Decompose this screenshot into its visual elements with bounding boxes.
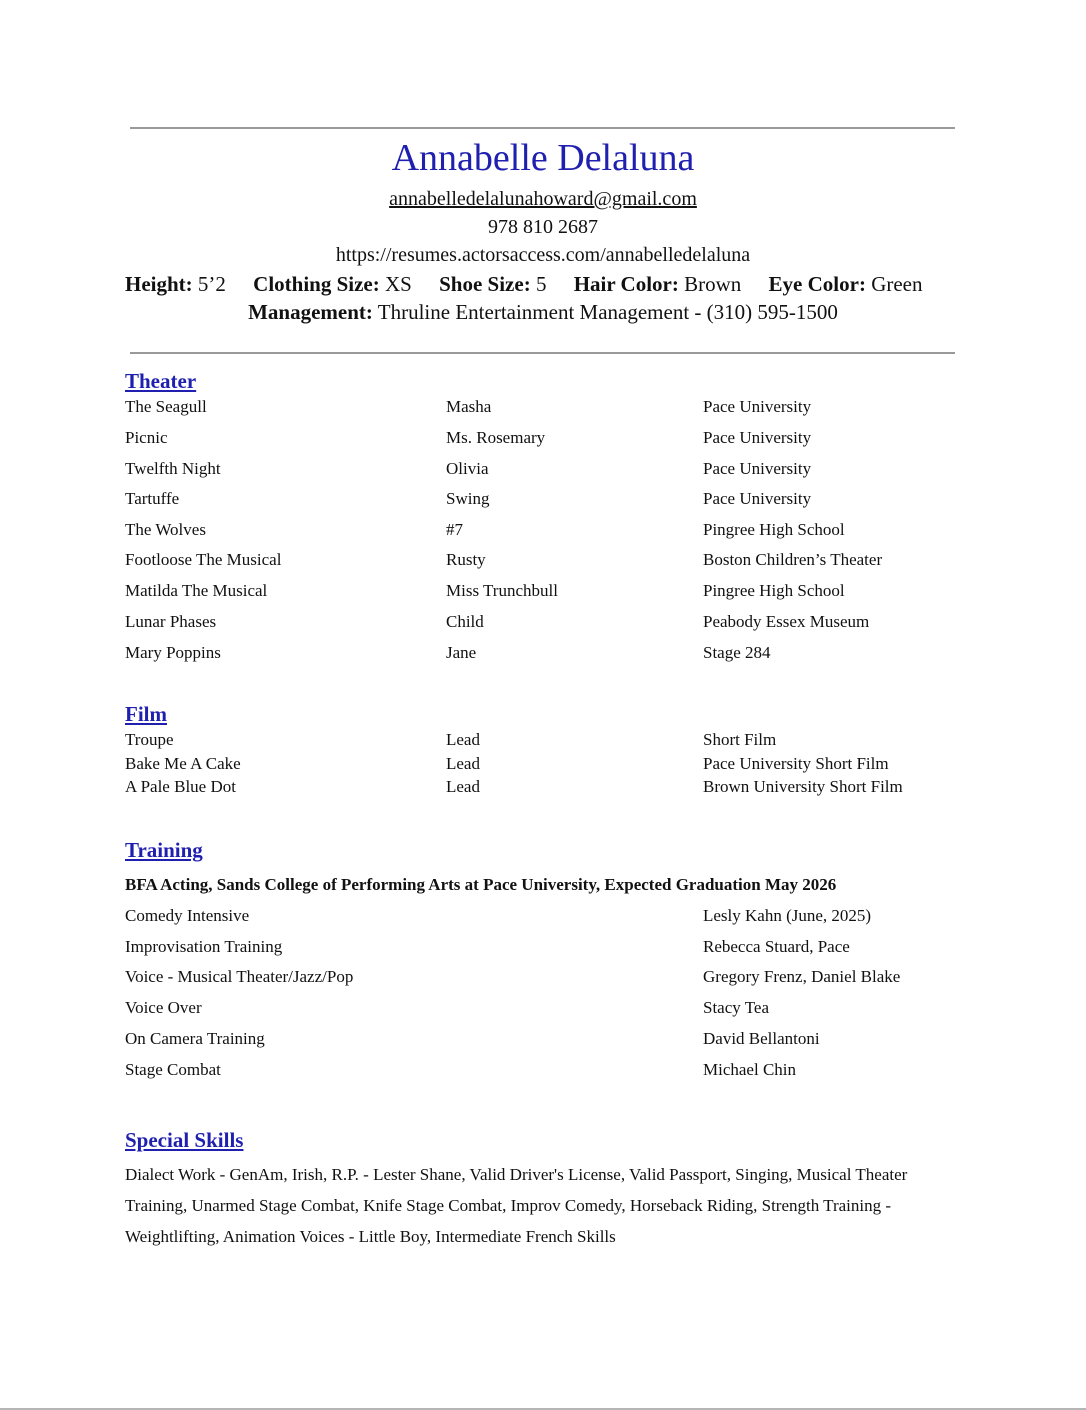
stat-shoe-size: Shoe Size: 5 (439, 272, 547, 296)
management-line (0, 298, 1086, 326)
actor-name: Annabelle Delaluna (391, 137, 695, 179)
email-link[interactable]: annabelledelalunahoward@gmail.com (389, 188, 697, 210)
management-value: Thruline Entertainment Management - (310) 595-1500 (377, 300, 838, 324)
section-divider (130, 352, 955, 354)
special-skills-heading: Special Skills (125, 1128, 244, 1152)
theater-heading: Theater (125, 369, 197, 393)
phone-number: 978 810 2687 (488, 216, 598, 238)
stat-clothing-size: Clothing Size: XS (253, 272, 412, 296)
top-divider (130, 127, 955, 129)
management-label: Management: (248, 300, 373, 324)
email-line (0, 186, 1086, 212)
stat-hair-color: Hair Color: Brown (573, 272, 742, 296)
special-skills-text: Dialect Work - GenAm, Irish, R.P. - Lester Shane, Valid Driver's License, Valid Passport, Singing, Musical Theater Training, Unarmed Stage Combat, Knife Stage Combat, Improv Comedy, Horseback Riding, Strength Training - Weightlifting, Animation Voices - Little Boy, Intermediate French Skills (125, 1165, 908, 1246)
degree-line: BFA Acting, Sands College of Performing Arts at Pace University, Expected Graduation May 2026 (125, 875, 837, 894)
film-heading: Film (125, 702, 167, 726)
stat-eye-color: Eye Color: Green (768, 272, 923, 296)
training-heading: Training (125, 838, 203, 862)
resume-url: https://resumes.actorsaccess.com/annabelledelaluna (335, 244, 751, 266)
physical-stats (125, 270, 945, 298)
stat-height: Height: 5’2 (125, 272, 226, 296)
